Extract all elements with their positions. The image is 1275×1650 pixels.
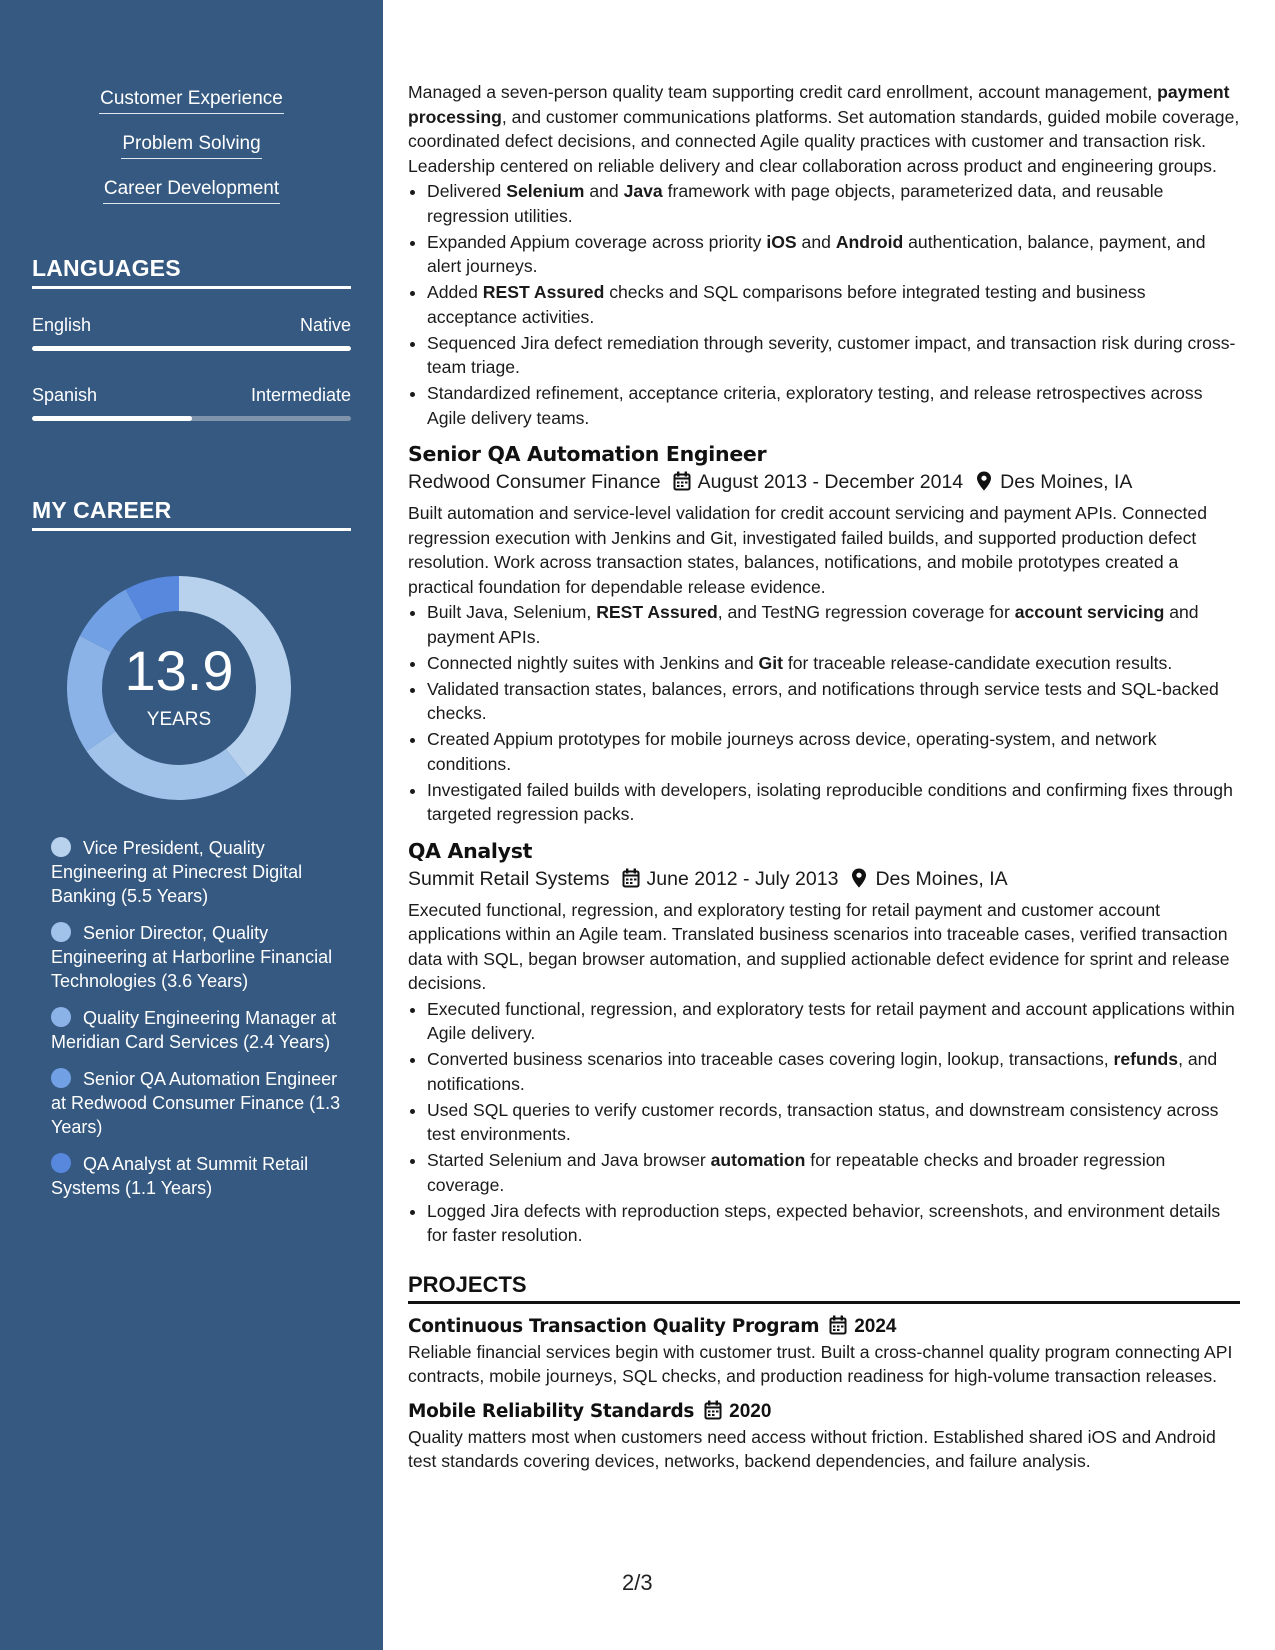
languages-heading: LANGUAGES — [32, 254, 351, 289]
career-legend-label: Senior Director, Quality Engineering at Harborline Financial Technologies (3.6 Years) — [51, 923, 333, 991]
bullet-item: • Converted business scenarios into traceable cases covering login, lookup, transactions, refunds, and notifications. — [427, 1047, 1240, 1096]
project-description: Reliable financial services begin with customer trust. Built a cross-channel quality program connecting API contracts, mobile journeys, SQL checks, and production readiness for high-volume transaction releases. — [408, 1341, 1233, 1386]
skill-item: Customer Experience — [99, 86, 284, 114]
emphasized-term: automation — [710, 1150, 806, 1170]
career-legend-label: Quality Engineering Manager at Meridian Card Services (2.4 Years) — [51, 1008, 337, 1052]
language-level: Native — [299, 315, 351, 335]
project-title: Continuous Transaction Quality Program — [408, 1315, 820, 1337]
calendar-icon — [704, 1400, 722, 1420]
page-number: 2/3 — [622, 1570, 653, 1595]
calendar-icon — [673, 471, 691, 491]
project-title-row — [408, 1314, 1240, 1340]
emphasized-term: Android — [835, 231, 904, 252]
bullet-item: • Sequenced Jira defect remediation through severity, customer impact, and transaction risk during cross-team triage. — [427, 331, 1240, 380]
job-dates: August 2013 - December 2014 — [697, 471, 964, 493]
bullet-item: • Delivered Selenium and Java framework with page objects, parameterized data, and reusable regression utilities. — [427, 179, 1240, 228]
projects-heading: PROJECTS — [408, 1272, 1240, 1304]
calendar-icon — [829, 1315, 847, 1335]
emphasized-term: account servicing — [1014, 602, 1165, 622]
project-year: 2020 — [729, 1400, 772, 1422]
job-summary: Executed functional, regression, and exploratory testing for retail payment and customer account applications within an Agile team. Translated business scenarios into traceable cases, verified transaction data with SQL, began browser automation, and supplied actionable defect evidence for sprint and release decisions. — [408, 899, 1230, 993]
project-year: 2024 — [854, 1315, 897, 1337]
bullet-item: • Validated transaction states, balances, errors, and notifications through service tests and SQL-backed checks. — [427, 677, 1240, 726]
project-description: Quality matters most when customers need access without friction. Established shared iOS and Android test standards covering devices, networks, backend dependencies, and failure analysis. — [408, 1426, 1216, 1471]
language-proficiency-fill — [32, 346, 351, 351]
career-legend-label: Senior QA Automation Engineer at Redwood Consumer Finance (1.3 Years) — [51, 1069, 341, 1137]
bullet-item: • Expanded Appium coverage across priority iOS and Android authentication, balance, payment, and alert journeys. — [427, 230, 1240, 279]
job-achievements — [427, 600, 1240, 827]
skill-item: Career Development — [103, 176, 280, 204]
location-pin-icon — [850, 868, 868, 888]
location-pin-icon — [975, 471, 993, 491]
job-location: Des Moines, IA — [1000, 471, 1133, 493]
bullet-item: • Standardized refinement, acceptance criteria, exploratory testing, and release retrospectives across Agile delivery teams. — [427, 381, 1240, 430]
career-legend-item — [51, 921, 341, 993]
project-entry — [408, 1399, 1240, 1474]
role-summary: Managed a seven-person quality team supporting credit card enrollment, account management, payment processing, and customer communications platforms. Set automation standards, guided mobile coverage, coordinated defect decisions, and connected Agile quality practices with customer and transaction risk. Leadership centered on reliable delivery and clear collaboration across product and engineering groups. — [408, 82, 1240, 176]
emphasized-term: REST Assured — [596, 602, 718, 622]
job-meta — [408, 468, 1240, 496]
career-total-unit: YEARS — [146, 709, 212, 730]
main-content — [408, 80, 1240, 1474]
job-title: Senior QA Automation Engineer — [408, 442, 767, 466]
legend-dot-icon — [51, 837, 71, 857]
calendar-icon — [622, 868, 640, 888]
job-entry — [408, 440, 1240, 827]
career-legend-label: QA Analyst at Summit Retail Systems (1.1 Years) — [51, 1154, 309, 1198]
emphasized-term: REST Assured — [482, 282, 605, 302]
career-legend-label: Vice President, Quality Engineering at Pinecrest Digital Banking (5.5 Years) — [51, 838, 303, 906]
language-proficiency-fill — [32, 416, 192, 421]
legend-dot-icon — [51, 1068, 71, 1088]
emphasized-term: Git — [758, 652, 783, 673]
career-legend — [51, 836, 341, 1213]
job-company: Redwood Consumer Finance — [408, 471, 661, 493]
career-donut-chart — [66, 575, 292, 801]
career-legend-item — [51, 1006, 341, 1054]
job-title: QA Analyst — [408, 838, 533, 863]
language-level: Intermediate — [250, 385, 351, 405]
bullet-item: • Logged Jira defects with reproduction steps, expected behavior, screenshots, and environment details for faster resolution. — [427, 1199, 1240, 1248]
legend-dot-icon — [51, 1007, 71, 1027]
role-achievements — [427, 179, 1240, 430]
job-entry — [408, 837, 1240, 1248]
bullet-item: • Used SQL queries to verify customer records, transaction status, and downstream consistency across test environments. — [427, 1098, 1240, 1147]
sidebar — [0, 0, 383, 1650]
emphasized-term: refunds — [1113, 1049, 1179, 1069]
project-title-row — [408, 1399, 1240, 1425]
career-legend-item — [51, 1152, 341, 1200]
bullet-item: • Executed functional, regression, and exploratory tests for retail payment and account applications within Agile delivery. — [427, 997, 1240, 1046]
bullet-item: • Added REST Assured checks and SQL comparisons before integrated testing and business acceptance activities. — [427, 280, 1240, 329]
legend-dot-icon — [51, 1153, 71, 1173]
career-heading: MY CAREER — [32, 496, 351, 531]
language-name: Spanish — [32, 385, 98, 405]
job-dates: June 2012 - July 2013 — [646, 867, 839, 890]
bullet-item: • Investigated failed builds with developers, isolating reproducible conditions and confirming fixes through targeted regression packs. — [427, 778, 1240, 827]
legend-dot-icon — [51, 922, 71, 942]
emphasized-term: iOS — [766, 231, 797, 252]
emphasized-term: Java — [623, 181, 663, 201]
job-company: Summit Retail Systems — [408, 867, 610, 890]
emphasized-term: payment processing — [408, 82, 1230, 127]
language-proficiency-bar — [32, 416, 351, 421]
emphasized-term: Selenium — [506, 181, 585, 201]
donut-segment — [86, 731, 247, 800]
bullet-item: • Built Java, Selenium, REST Assured, and TestNG regression coverage for account servicing and payment APIs. — [427, 600, 1240, 649]
language-name: English — [32, 315, 92, 335]
bullet-item: • Created Appium prototypes for mobile journeys across device, operating-system, and network conditions. — [427, 727, 1240, 776]
skill-item: Problem Solving — [121, 131, 261, 159]
career-total-years: 13.9 — [124, 639, 234, 702]
job-meta — [408, 865, 1240, 893]
career-legend-item — [51, 836, 341, 908]
language-proficiency-bar — [32, 346, 351, 351]
project-title: Mobile Reliability Standards — [408, 1400, 695, 1422]
job-achievements — [427, 997, 1240, 1248]
skills-list — [0, 0, 383, 204]
bullet-item: • Started Selenium and Java browser automation for repeatable checks and broader regression coverage. — [427, 1148, 1240, 1197]
bullet-item: • Connected nightly suites with Jenkins and Git for traceable release-candidate execution results. — [427, 651, 1240, 676]
career-legend-item — [51, 1067, 341, 1139]
job-summary: Built automation and service-level validation for credit account servicing and payment APIs. Connected regression execution with Jenkins and Git, investigated failed builds, and supported production defect resolution. Work across transaction states, balances, notifications, and mobile prototypes created a practical foundation for dependable release evidence. — [408, 503, 1207, 597]
project-entry — [408, 1314, 1240, 1389]
job-location: Des Moines, IA — [875, 867, 1008, 890]
